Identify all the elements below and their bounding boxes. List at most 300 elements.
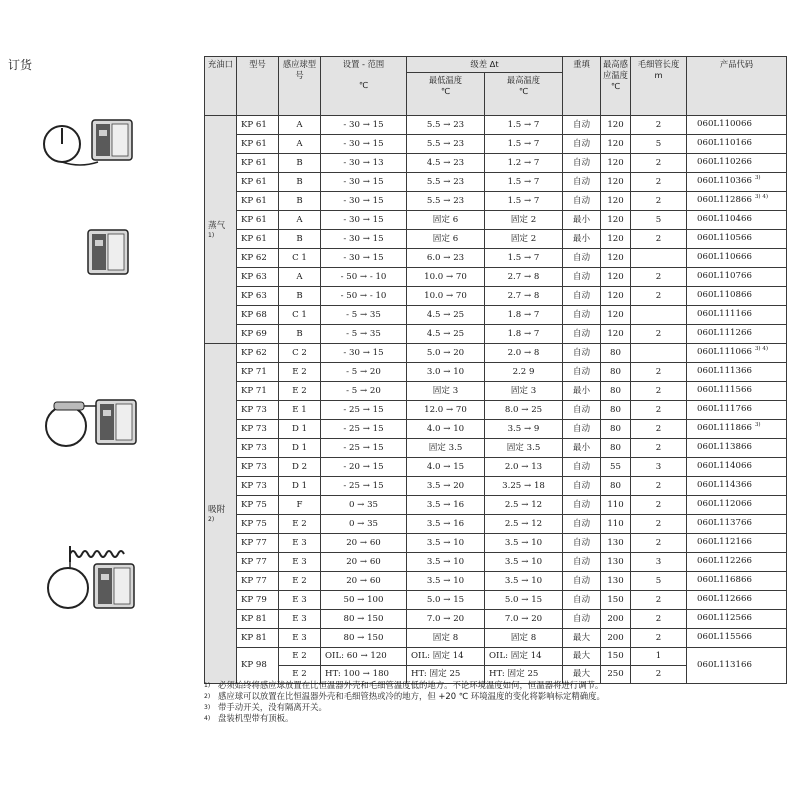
code-cell [687, 477, 787, 496]
diff-low-cell: 固定 3.5 [407, 439, 485, 458]
medium-note: 2) [208, 515, 215, 523]
max-temp-cell: 120 [601, 116, 631, 135]
type-cell: KP 71 [237, 363, 279, 382]
code-value: 060L110166 [697, 138, 752, 148]
bulb-cell: E 2 [279, 572, 321, 591]
reset-cell: 自动 [563, 268, 601, 287]
code-cell [687, 382, 787, 401]
bulb-cell: D 1 [279, 420, 321, 439]
table-row [205, 154, 787, 173]
code-value: 060L111366 [697, 366, 752, 376]
type-cell: KP 73 [237, 458, 279, 477]
diff-low-cell: 10.0 → 70 [407, 268, 485, 287]
range-cell: - 50 → - 10 [321, 268, 407, 287]
diff-low-cell: 5.0 → 15 [407, 591, 485, 610]
type-cell: KP 68 [237, 306, 279, 325]
code-value: 060L111066 [697, 347, 752, 357]
bulb-cell: E 1 [279, 401, 321, 420]
max-temp-cell: 80 [601, 439, 631, 458]
code-cell [687, 192, 787, 211]
table-row [205, 534, 787, 553]
code-cell [687, 629, 787, 648]
diff-low-cell: 5.5 → 23 [407, 192, 485, 211]
diff-high-cell: 1.8 → 7 [485, 306, 563, 325]
reset-cell: 自动 [563, 135, 601, 154]
bulb-cell: B [279, 173, 321, 192]
diff-high-cell: 1.5 → 7 [485, 116, 563, 135]
bulb-cell: B [279, 287, 321, 306]
diff-low-cell: 4.5 → 23 [407, 154, 485, 173]
max-temp-cell: 120 [601, 268, 631, 287]
type-cell: KP 81 [237, 629, 279, 648]
type-cell: KP 73 [237, 477, 279, 496]
capillary-cell: 5 [631, 211, 687, 230]
type-cell: KP 73 [237, 420, 279, 439]
diff-low-cell: 5.5 → 23 [407, 135, 485, 154]
table-row [205, 230, 787, 249]
bulb-cell: A [279, 135, 321, 154]
capillary-cell: 2 [631, 439, 687, 458]
thermostat-vapour-capillary-icon [40, 112, 140, 178]
type-cell: KP 62 [237, 344, 279, 363]
range-cell: - 30 → 15 [321, 344, 407, 363]
medium-label: 吸附 [208, 504, 226, 515]
code-footnote: 3) [754, 422, 761, 428]
footnote-text: 盘装机型带有顶板。 [218, 713, 294, 723]
diff-high-cell: 3.5 → 9 [485, 420, 563, 439]
capillary-cell: 2 [631, 154, 687, 173]
code-value: 060L110766 [697, 271, 752, 281]
diff-high-cell: 2.0 → 8 [485, 344, 563, 363]
capillary-cell [631, 249, 687, 268]
code-cell [687, 287, 787, 306]
bulb-cell: E 2 [279, 666, 321, 684]
reset-cell: 自动 [563, 325, 601, 344]
range-cell: - 25 → 15 [321, 420, 407, 439]
footnote-mark: 2) [204, 693, 211, 700]
table-row [205, 553, 787, 572]
code-value: 060L111266 [697, 328, 752, 338]
capillary-cell: 2 [631, 629, 687, 648]
bulb-cell: C 1 [279, 306, 321, 325]
bulb-cell: E 3 [279, 629, 321, 648]
reset-cell: 自动 [563, 344, 601, 363]
header-reset: 重填 [563, 57, 601, 116]
reset-cell: 最大 [563, 666, 601, 684]
range-cell: 0 → 35 [321, 515, 407, 534]
code-value: 060L110566 [697, 233, 752, 243]
code-value: 060L111766 [697, 404, 752, 414]
max-temp-cell: 80 [601, 382, 631, 401]
thermostat-coil-capillary-icon [40, 394, 140, 458]
type-cell: KP 75 [237, 515, 279, 534]
code-cell [687, 268, 787, 287]
table-row [205, 420, 787, 439]
code-cell [687, 230, 787, 249]
max-temp-cell: 150 [601, 648, 631, 666]
footnote [204, 680, 786, 691]
code-value: 060L111566 [697, 385, 752, 395]
diff-low-cell: 固定 3 [407, 382, 485, 401]
bulb-cell: B [279, 325, 321, 344]
range-cell: 0 → 35 [321, 496, 407, 515]
max-temp-cell: 80 [601, 420, 631, 439]
type-cell: KP 77 [237, 534, 279, 553]
diff-low-cell: 5.5 → 23 [407, 116, 485, 135]
bulb-cell: E 3 [279, 591, 321, 610]
range-cell: 20 → 60 [321, 553, 407, 572]
range-cell: OIL: 60 → 120 [321, 648, 407, 666]
diff-high-cell: 2.7 → 8 [485, 287, 563, 306]
diff-low-cell: 6.0 → 23 [407, 249, 485, 268]
diff-low-cell: 4.5 → 25 [407, 306, 485, 325]
max-temp-cell: 120 [601, 249, 631, 268]
reset-cell: 最小 [563, 230, 601, 249]
table-row [205, 572, 787, 591]
code-cell [687, 458, 787, 477]
max-temp-cell: 130 [601, 572, 631, 591]
range-cell: - 5 → 35 [321, 306, 407, 325]
header-diff-high-label: 最高温度 [506, 75, 541, 85]
header-max-temp-label: 最高感应温度 [603, 59, 628, 80]
footnote-text: 必须始终将感应球放置在比恒温器外壳和毛细管温度低的地方。不论环境温度如何，恒温器将进行调节。 [218, 680, 604, 690]
code-value: 060L112866 [697, 195, 752, 205]
code-cell [687, 363, 787, 382]
type-cell: KP 77 [237, 572, 279, 591]
bulb-cell: E 2 [279, 363, 321, 382]
capillary-cell [631, 306, 687, 325]
header-capillary [631, 57, 687, 116]
max-temp-cell: 120 [601, 211, 631, 230]
footnotes [204, 680, 786, 724]
capillary-cell: 2 [631, 420, 687, 439]
header-range-label: 设置 - 范围 [342, 59, 385, 69]
header-range-unit: ℃ [358, 80, 369, 90]
type-cell: KP 75 [237, 496, 279, 515]
diff-low-cell: 3.5 → 16 [407, 496, 485, 515]
code-cell: 060L113166 [687, 648, 787, 684]
bulb-cell: B [279, 154, 321, 173]
table-row [205, 116, 787, 135]
capillary-cell: 2 [631, 116, 687, 135]
footnote [204, 702, 786, 713]
max-temp-cell: 130 [601, 534, 631, 553]
thermostat-spring-bulb-icon [40, 538, 140, 620]
header-diff-low-label: 最低温度 [428, 75, 463, 85]
footnote-text: 带手动开关，没有隔离开关。 [218, 702, 327, 712]
table-row [205, 401, 787, 420]
range-cell: - 5 → 35 [321, 325, 407, 344]
diff-low-cell: 3.0 → 10 [407, 363, 485, 382]
max-temp-cell: 250 [601, 666, 631, 684]
medium-label: 蒸气 [208, 220, 226, 231]
type-cell: KP 61 [237, 192, 279, 211]
code-cell [687, 401, 787, 420]
code-cell [687, 610, 787, 629]
code-cell [687, 173, 787, 192]
diff-high-cell: 固定 2 [485, 211, 563, 230]
diff-low-cell: 5.5 → 23 [407, 173, 485, 192]
bulb-cell: A [279, 116, 321, 135]
code-cell [687, 515, 787, 534]
code-cell [687, 154, 787, 173]
reset-cell: 自动 [563, 363, 601, 382]
code-cell [687, 135, 787, 154]
table-row [205, 610, 787, 629]
bulb-cell: B [279, 192, 321, 211]
code-value: 060L113866 [697, 442, 752, 452]
code-cell [687, 496, 787, 515]
reset-cell: 自动 [563, 458, 601, 477]
thermostat-spec-table [204, 56, 787, 684]
header-max-temp [601, 57, 631, 116]
type-cell: KP 73 [237, 401, 279, 420]
code-cell [687, 249, 787, 268]
code-value: 060L110666 [697, 252, 752, 262]
code-cell [687, 116, 787, 135]
reset-cell: 自动 [563, 306, 601, 325]
range-cell: 20 → 60 [321, 534, 407, 553]
capillary-cell: 2 [631, 610, 687, 629]
type-cell: KP 81 [237, 610, 279, 629]
table-row [205, 629, 787, 648]
code-cell [687, 591, 787, 610]
capillary-cell: 5 [631, 572, 687, 591]
reset-cell: 自动 [563, 572, 601, 591]
type-cell: KP 77 [237, 553, 279, 572]
code-cell [687, 306, 787, 325]
header-diff-high [485, 73, 563, 116]
footnote-mark: 3) [204, 704, 211, 711]
reset-cell: 最小 [563, 382, 601, 401]
capillary-cell: 2 [631, 382, 687, 401]
reset-cell: 自动 [563, 496, 601, 515]
diff-low-cell: 3.5 → 10 [407, 572, 485, 591]
capillary-cell [631, 344, 687, 363]
code-value: 060L110066 [697, 119, 752, 129]
reset-cell: 自动 [563, 591, 601, 610]
table-row [205, 496, 787, 515]
capillary-cell: 2 [631, 534, 687, 553]
capillary-cell: 2 [631, 591, 687, 610]
code-cell [687, 344, 787, 363]
type-cell: KP 73 [237, 439, 279, 458]
diff-low-cell: 固定 6 [407, 230, 485, 249]
diff-high-cell: 固定 8 [485, 629, 563, 648]
bulb-cell: B [279, 230, 321, 249]
code-value: 060L110466 [697, 214, 752, 224]
reset-cell: 最大 [563, 648, 601, 666]
max-temp-cell: 80 [601, 401, 631, 420]
capillary-cell: 2 [631, 173, 687, 192]
table-row [205, 344, 787, 363]
diff-low-cell: 4.0 → 15 [407, 458, 485, 477]
bulb-cell: C 1 [279, 249, 321, 268]
range-cell: - 5 → 20 [321, 363, 407, 382]
range-cell: 20 → 60 [321, 572, 407, 591]
max-temp-cell: 200 [601, 610, 631, 629]
code-cell [687, 534, 787, 553]
diff-high-cell: 1.5 → 7 [485, 192, 563, 211]
range-cell: - 50 → - 10 [321, 287, 407, 306]
bulb-cell: D 1 [279, 439, 321, 458]
diff-high-cell: 3.5 → 10 [485, 572, 563, 591]
type-cell: KP 71 [237, 382, 279, 401]
footnote-text: 感应球可以放置在比恒温器外壳和毛细管热或冷的地方，但 +20 ℃ 环境温度的变化将影响标定精确度。 [218, 691, 605, 701]
max-temp-cell: 120 [601, 135, 631, 154]
footnote-mark: 4) [204, 715, 211, 722]
table-row [205, 458, 787, 477]
code-value: 060L110366 [697, 176, 752, 186]
diff-low-cell: 固定 6 [407, 211, 485, 230]
range-cell: - 30 → 15 [321, 211, 407, 230]
table-row [205, 325, 787, 344]
capillary-cell: 2 [631, 515, 687, 534]
reset-cell: 自动 [563, 420, 601, 439]
table-row [205, 382, 787, 401]
diff-low-cell: 3.5 → 10 [407, 534, 485, 553]
bulb-cell: E 2 [279, 382, 321, 401]
header-type: 型号 [237, 57, 279, 116]
medium-cell [205, 344, 237, 684]
diff-low-cell: 3.5 → 10 [407, 553, 485, 572]
diff-high-cell: 1.8 → 7 [485, 325, 563, 344]
reset-cell: 自动 [563, 477, 601, 496]
diff-high-cell: OIL: 固定 14 [485, 648, 563, 666]
type-cell: KP 61 [237, 173, 279, 192]
diff-high-cell: 2.2 9 [485, 363, 563, 382]
max-temp-cell: 150 [601, 591, 631, 610]
capillary-cell: 3 [631, 458, 687, 477]
max-temp-cell: 55 [601, 458, 631, 477]
reset-cell: 最小 [563, 211, 601, 230]
range-cell: - 25 → 15 [321, 401, 407, 420]
diff-high-cell: 固定 2 [485, 230, 563, 249]
diff-high-cell: HT: 固定 25 [485, 666, 563, 684]
diff-high-cell: 1.5 → 7 [485, 249, 563, 268]
header-diff-high-unit: ℃ [518, 86, 529, 96]
type-cell: KP 61 [237, 230, 279, 249]
code-footnote: 3) [754, 175, 761, 181]
diff-low-cell: 10.0 → 70 [407, 287, 485, 306]
header-capillary-label: 毛细管长度 [637, 59, 680, 69]
diff-high-cell: 8.0 → 25 [485, 401, 563, 420]
diff-high-cell: 2.7 → 8 [485, 268, 563, 287]
range-cell: - 25 → 15 [321, 477, 407, 496]
diff-high-cell: 5.0 → 15 [485, 591, 563, 610]
table-row [205, 306, 787, 325]
code-value: 060L112266 [697, 556, 752, 566]
table-row [205, 477, 787, 496]
diff-low-cell: HT: 固定 25 [407, 666, 485, 684]
table-row [205, 268, 787, 287]
bulb-cell: E 2 [279, 515, 321, 534]
code-value: 060L112066 [697, 499, 752, 509]
diff-high-cell: 3.5 → 10 [485, 534, 563, 553]
diff-high-cell: 1.2 → 7 [485, 154, 563, 173]
code-value: 060L112666 [697, 594, 752, 604]
range-cell: - 30 → 15 [321, 192, 407, 211]
max-temp-cell: 130 [601, 553, 631, 572]
reset-cell: 自动 [563, 154, 601, 173]
footnote [204, 713, 786, 724]
code-value: 060L114366 [697, 480, 752, 490]
table-row [205, 363, 787, 382]
diff-high-cell: 3.5 → 10 [485, 553, 563, 572]
diff-low-cell: 3.5 → 16 [407, 515, 485, 534]
table-row [205, 173, 787, 192]
max-temp-cell: 120 [601, 306, 631, 325]
range-cell: - 30 → 15 [321, 173, 407, 192]
code-value: 060L112166 [697, 537, 752, 547]
code-cell [687, 420, 787, 439]
diff-low-cell: 12.0 → 70 [407, 401, 485, 420]
bulb-cell: D 2 [279, 458, 321, 477]
table-row [205, 249, 787, 268]
reset-cell: 自动 [563, 401, 601, 420]
bulb-cell: D 1 [279, 477, 321, 496]
range-cell: - 20 → 15 [321, 458, 407, 477]
footnote [204, 691, 786, 702]
max-temp-cell: 110 [601, 496, 631, 515]
reset-cell: 自动 [563, 173, 601, 192]
bulb-cell: E 3 [279, 534, 321, 553]
header-capillary-unit: m [654, 70, 663, 80]
capillary-cell: 5 [631, 135, 687, 154]
capillary-cell: 2 [631, 363, 687, 382]
type-cell: KP 63 [237, 287, 279, 306]
diff-low-cell: 7.0 → 20 [407, 610, 485, 629]
range-cell: 80 → 150 [321, 629, 407, 648]
diff-low-cell: 5.0 → 20 [407, 344, 485, 363]
code-value: 060L111166 [697, 309, 752, 319]
code-footnote: 3) 4) [754, 346, 768, 352]
type-cell: KP 63 [237, 268, 279, 287]
type-cell: KP 62 [237, 249, 279, 268]
bulb-cell: E 3 [279, 610, 321, 629]
footnote-mark: 1) [204, 682, 211, 689]
diff-low-cell: OIL: 固定 14 [407, 648, 485, 666]
code-cell [687, 211, 787, 230]
max-temp-cell: 120 [601, 325, 631, 344]
range-cell: - 30 → 15 [321, 230, 407, 249]
reset-cell: 最大 [563, 629, 601, 648]
reset-cell: 自动 [563, 287, 601, 306]
max-temp-cell: 120 [601, 192, 631, 211]
code-cell [687, 572, 787, 591]
diff-high-cell: 1.5 → 7 [485, 135, 563, 154]
bulb-cell: A [279, 211, 321, 230]
range-cell: - 5 → 20 [321, 382, 407, 401]
max-temp-cell: 80 [601, 344, 631, 363]
code-footnote: 3) 4) [754, 194, 768, 200]
code-cell [687, 553, 787, 572]
capillary-cell: 3 [631, 553, 687, 572]
range-cell: 80 → 150 [321, 610, 407, 629]
header-range [321, 57, 407, 116]
header-bulb: 感应球型号 [279, 57, 321, 116]
reset-cell: 自动 [563, 610, 601, 629]
range-cell: - 30 → 15 [321, 135, 407, 154]
code-value: 060L110266 [697, 157, 752, 167]
range-cell: - 30 → 13 [321, 154, 407, 173]
type-cell: KP 69 [237, 325, 279, 344]
table-row [205, 591, 787, 610]
max-temp-cell: 120 [601, 154, 631, 173]
diff-high-cell: 1.5 → 7 [485, 173, 563, 192]
table-row [205, 135, 787, 154]
max-temp-cell: 200 [601, 629, 631, 648]
